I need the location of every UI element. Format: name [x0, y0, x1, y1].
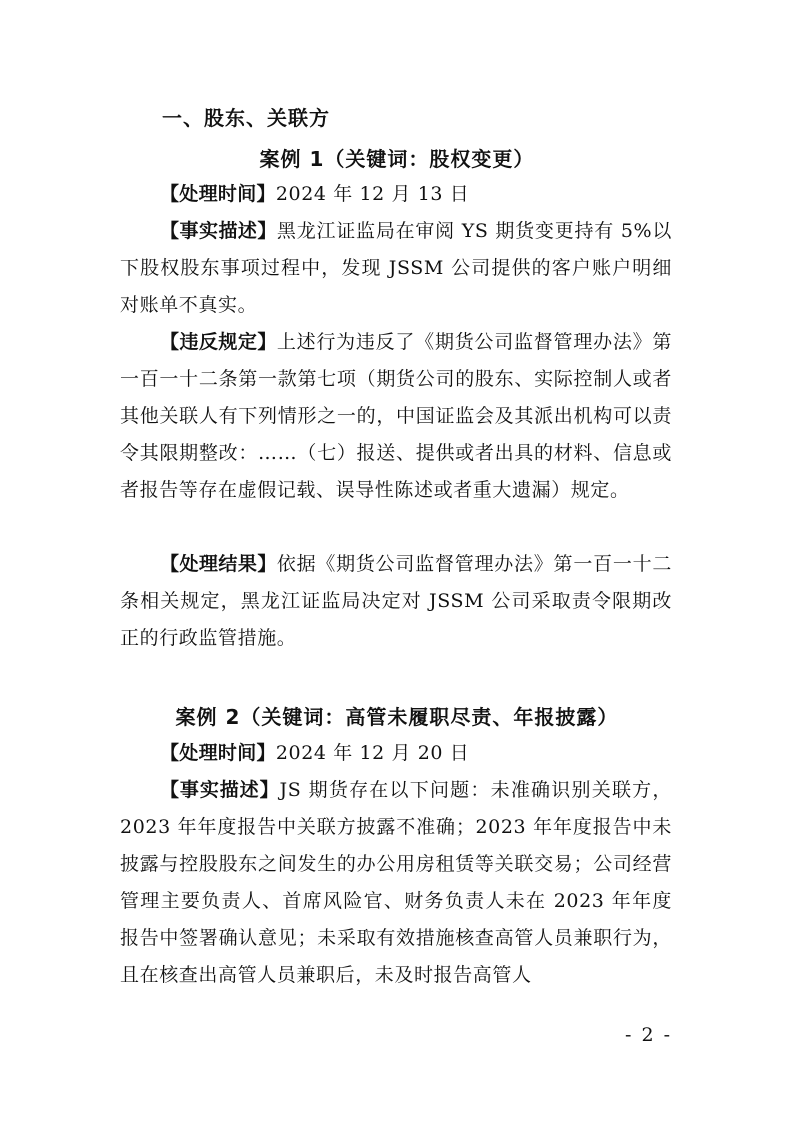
case-1-result-label: 【处理结果】 — [160, 553, 277, 575]
section-heading: 一、股东、关联方 — [162, 106, 330, 130]
case-2-title: 案例 2（关键词：高管未履职尽责、年报披露） — [175, 705, 619, 729]
case-2-time-value: 2024 年 12 月 20 日 — [275, 742, 470, 764]
page-number: - 2 - — [624, 1024, 672, 1046]
case-1-fact-paragraph — [120, 213, 672, 324]
case-1-fact-text: 黑龙江证监局在审阅 YS 期货变更持有 5%以下股权股东事项过程中，发现 JSSM 公司提供的客户账户明细对账单不真实。 — [120, 220, 672, 316]
case-1-violation-label: 【违反规定】 — [160, 331, 277, 353]
case-1-violation-paragraph — [120, 324, 672, 509]
case-1-time-paragraph — [120, 176, 672, 213]
case-1-result-text: 依据《期货公司监督管理办法》第一百一十二条相关规定，黑龙江证监局决定对 JSSM 公司采取责令限期改正的行政监管措施。 — [120, 553, 672, 649]
case-1-result-paragraph — [120, 546, 672, 657]
case-2-time-label: 【处理时间】 — [160, 742, 276, 764]
case-1-title: 案例 1（关键词：股权变更） — [259, 147, 535, 171]
case-1-time-value: 2024 年 12 月 13 日 — [275, 183, 470, 205]
case-2-fact-label: 【事实描述】 — [160, 779, 280, 801]
case-2-fact-text: JS 期货存在以下问题：未准确识别关联方，2023 年年度报告中关联方披露不准确；2023 年年度报告中未披露与控股股东之间发生的办公用房租赁等关联交易；公司经营管理主要负责人、首席风险官、财务负责人未在 2023 年年度报告中签署确认意见；未采取有效措施核查高管人员兼职行为，且在核查出高管人员兼职后，未及时报告高管人 — [120, 779, 672, 986]
case-2-time-paragraph — [120, 735, 672, 772]
case-2-fact-paragraph — [120, 772, 672, 994]
case-1-violation-text: 上述行为违反了《期货公司监督管理办法》第一百一十二条第一款第七项（期货公司的股东、实际控制人或者其他关联人有下列情形之一的，中国证监会及其派出机构可以责令其限期整改：……（七）报送、提供或者出具的材料、信息或者报告等存在虚假记载、误导性陈述或者重大遗漏）规定。 — [120, 331, 672, 501]
case-1-fact-label: 【事实描述】 — [160, 220, 277, 242]
case-1-time-label: 【处理时间】 — [160, 183, 276, 205]
